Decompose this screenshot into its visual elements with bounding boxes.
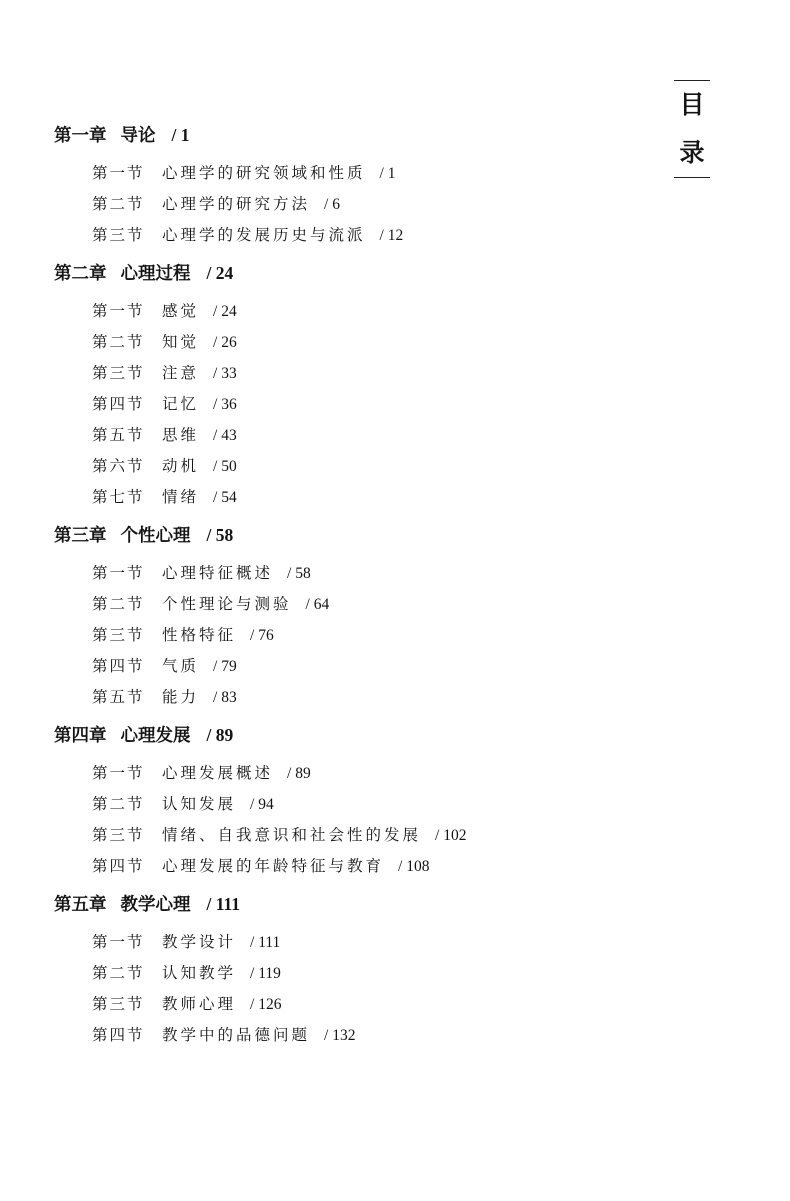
section-page: / 6 (324, 196, 340, 213)
toc-side-title (672, 80, 712, 178)
section-number: 第五节 (92, 688, 145, 706)
section-page: / 102 (435, 827, 467, 844)
section-entry[interactable] (54, 451, 654, 482)
section-title: 心理学的发展历史与流派 (162, 226, 366, 244)
section-title: 心理学的研究方法 (162, 195, 311, 213)
side-title-top-rule (674, 80, 710, 81)
section-page: / 26 (213, 334, 237, 351)
section-page: / 54 (213, 489, 237, 506)
section-page: / 89 (287, 765, 311, 782)
chapter-heading[interactable] (54, 522, 654, 548)
section-entry[interactable] (54, 389, 654, 420)
chapter-title: 心理发展 (120, 726, 191, 746)
section-number: 第三节 (92, 826, 145, 844)
section-entry[interactable] (54, 420, 654, 451)
section-number: 第四节 (92, 1026, 145, 1044)
section-number: 第二节 (92, 333, 145, 351)
section-number: 第三节 (92, 626, 145, 644)
chapter-number: 第三章 (54, 526, 107, 546)
side-title-char-1: 目 (679, 90, 705, 119)
chapter-number: 第四章 (54, 726, 107, 746)
section-entry[interactable] (54, 927, 654, 958)
chapter-page: / 58 (206, 525, 234, 545)
section-entry[interactable] (54, 482, 654, 513)
section-entry[interactable] (54, 1020, 654, 1051)
section-number: 第三节 (92, 364, 145, 382)
section-title: 思维 (162, 426, 200, 444)
section-page: / 50 (213, 458, 237, 475)
chapter-title: 心理过程 (120, 264, 191, 284)
section-number: 第二节 (92, 195, 145, 213)
section-number: 第一节 (92, 933, 145, 951)
section-page: / 1 (379, 165, 396, 182)
chapter-5 (54, 891, 654, 1051)
section-entry[interactable] (54, 620, 654, 651)
section-title: 教师心理 (162, 995, 237, 1013)
section-number: 第七节 (92, 488, 145, 506)
section-title: 教学设计 (162, 933, 237, 951)
section-title: 注意 (162, 364, 200, 382)
section-page: / 24 (213, 303, 237, 320)
chapter-heading[interactable] (54, 122, 654, 148)
section-title: 心理发展的年龄特征与教育 (162, 857, 385, 875)
section-number: 第三节 (92, 995, 145, 1013)
section-page: / 76 (250, 627, 274, 644)
section-page: / 79 (213, 658, 237, 675)
section-entry[interactable] (54, 758, 654, 789)
section-entry[interactable] (54, 589, 654, 620)
section-number: 第二节 (92, 964, 145, 982)
section-title: 心理学的研究领域和性质 (162, 164, 366, 182)
section-entry[interactable] (54, 789, 654, 820)
section-title: 感觉 (162, 302, 200, 320)
section-page: / 119 (250, 965, 281, 982)
section-title: 个性理论与测验 (162, 595, 292, 613)
chapter-title: 教学心理 (120, 895, 191, 915)
section-entry[interactable] (54, 158, 654, 189)
section-title: 能力 (162, 688, 200, 706)
section-number: 第二节 (92, 595, 145, 613)
section-entry[interactable] (54, 558, 654, 589)
section-page: / 83 (213, 689, 237, 706)
chapter-heading[interactable] (54, 722, 654, 748)
section-title: 记忆 (162, 395, 200, 413)
chapter-number: 第二章 (54, 264, 107, 284)
chapter-4 (54, 722, 654, 882)
section-number: 第六节 (92, 457, 145, 475)
section-page: / 43 (213, 427, 237, 444)
section-entry[interactable] (54, 958, 654, 989)
section-title: 认知发展 (162, 795, 237, 813)
section-number: 第四节 (92, 395, 145, 413)
chapter-page: / 111 (206, 894, 241, 914)
section-entry[interactable] (54, 358, 654, 389)
section-entry[interactable] (54, 296, 654, 327)
section-title: 心理发展概述 (162, 764, 274, 782)
chapter-2 (54, 260, 654, 513)
chapter-number: 第五章 (54, 895, 107, 915)
side-title-char-2: 录 (679, 138, 705, 167)
section-title: 知觉 (162, 333, 200, 351)
section-page: / 33 (213, 365, 237, 382)
section-number: 第三节 (92, 226, 145, 244)
section-title: 认知教学 (162, 964, 237, 982)
section-entry[interactable] (54, 989, 654, 1020)
section-page: / 36 (213, 396, 237, 413)
section-number: 第二节 (92, 795, 145, 813)
section-title: 性格特征 (162, 626, 237, 644)
section-number: 第四节 (92, 857, 145, 875)
chapter-title: 导论 (120, 126, 156, 146)
section-title: 动机 (162, 457, 200, 475)
section-number: 第四节 (92, 657, 145, 675)
section-number: 第一节 (92, 564, 145, 582)
chapter-page: / 1 (171, 125, 190, 145)
section-title: 情绪、自我意识和社会性的发展 (162, 826, 422, 844)
section-entry[interactable] (54, 682, 654, 713)
side-title-bottom-rule (674, 177, 710, 178)
section-entry[interactable] (54, 820, 654, 851)
section-entry[interactable] (54, 220, 654, 251)
chapter-heading[interactable] (54, 891, 654, 917)
chapter-number: 第一章 (54, 126, 107, 146)
chapter-page: / 89 (206, 725, 234, 745)
section-page: / 64 (305, 596, 330, 613)
section-page: / 94 (250, 796, 274, 813)
chapter-page: / 24 (206, 263, 234, 283)
section-page: / 126 (250, 996, 282, 1013)
section-title: 教学中的品德问题 (162, 1026, 311, 1044)
section-entry[interactable] (54, 189, 654, 220)
section-page: / 111 (250, 934, 281, 951)
section-number: 第五节 (92, 426, 145, 444)
section-title: 气质 (162, 657, 200, 675)
section-page: / 12 (379, 227, 404, 244)
section-page: / 132 (324, 1027, 356, 1044)
table-of-contents (54, 122, 654, 1060)
chapter-title: 个性心理 (120, 526, 191, 546)
section-title: 情绪 (162, 488, 200, 506)
chapter-3 (54, 522, 654, 713)
chapter-heading[interactable] (54, 260, 654, 286)
section-number: 第一节 (92, 164, 145, 182)
section-title: 心理特征概述 (162, 564, 274, 582)
section-entry[interactable] (54, 327, 654, 358)
section-entry[interactable] (54, 651, 654, 682)
section-number: 第一节 (92, 302, 145, 320)
section-number: 第一节 (92, 764, 145, 782)
section-page: / 58 (287, 565, 311, 582)
section-entry[interactable] (54, 851, 654, 882)
chapter-1 (54, 122, 654, 251)
section-page: / 108 (398, 858, 430, 875)
